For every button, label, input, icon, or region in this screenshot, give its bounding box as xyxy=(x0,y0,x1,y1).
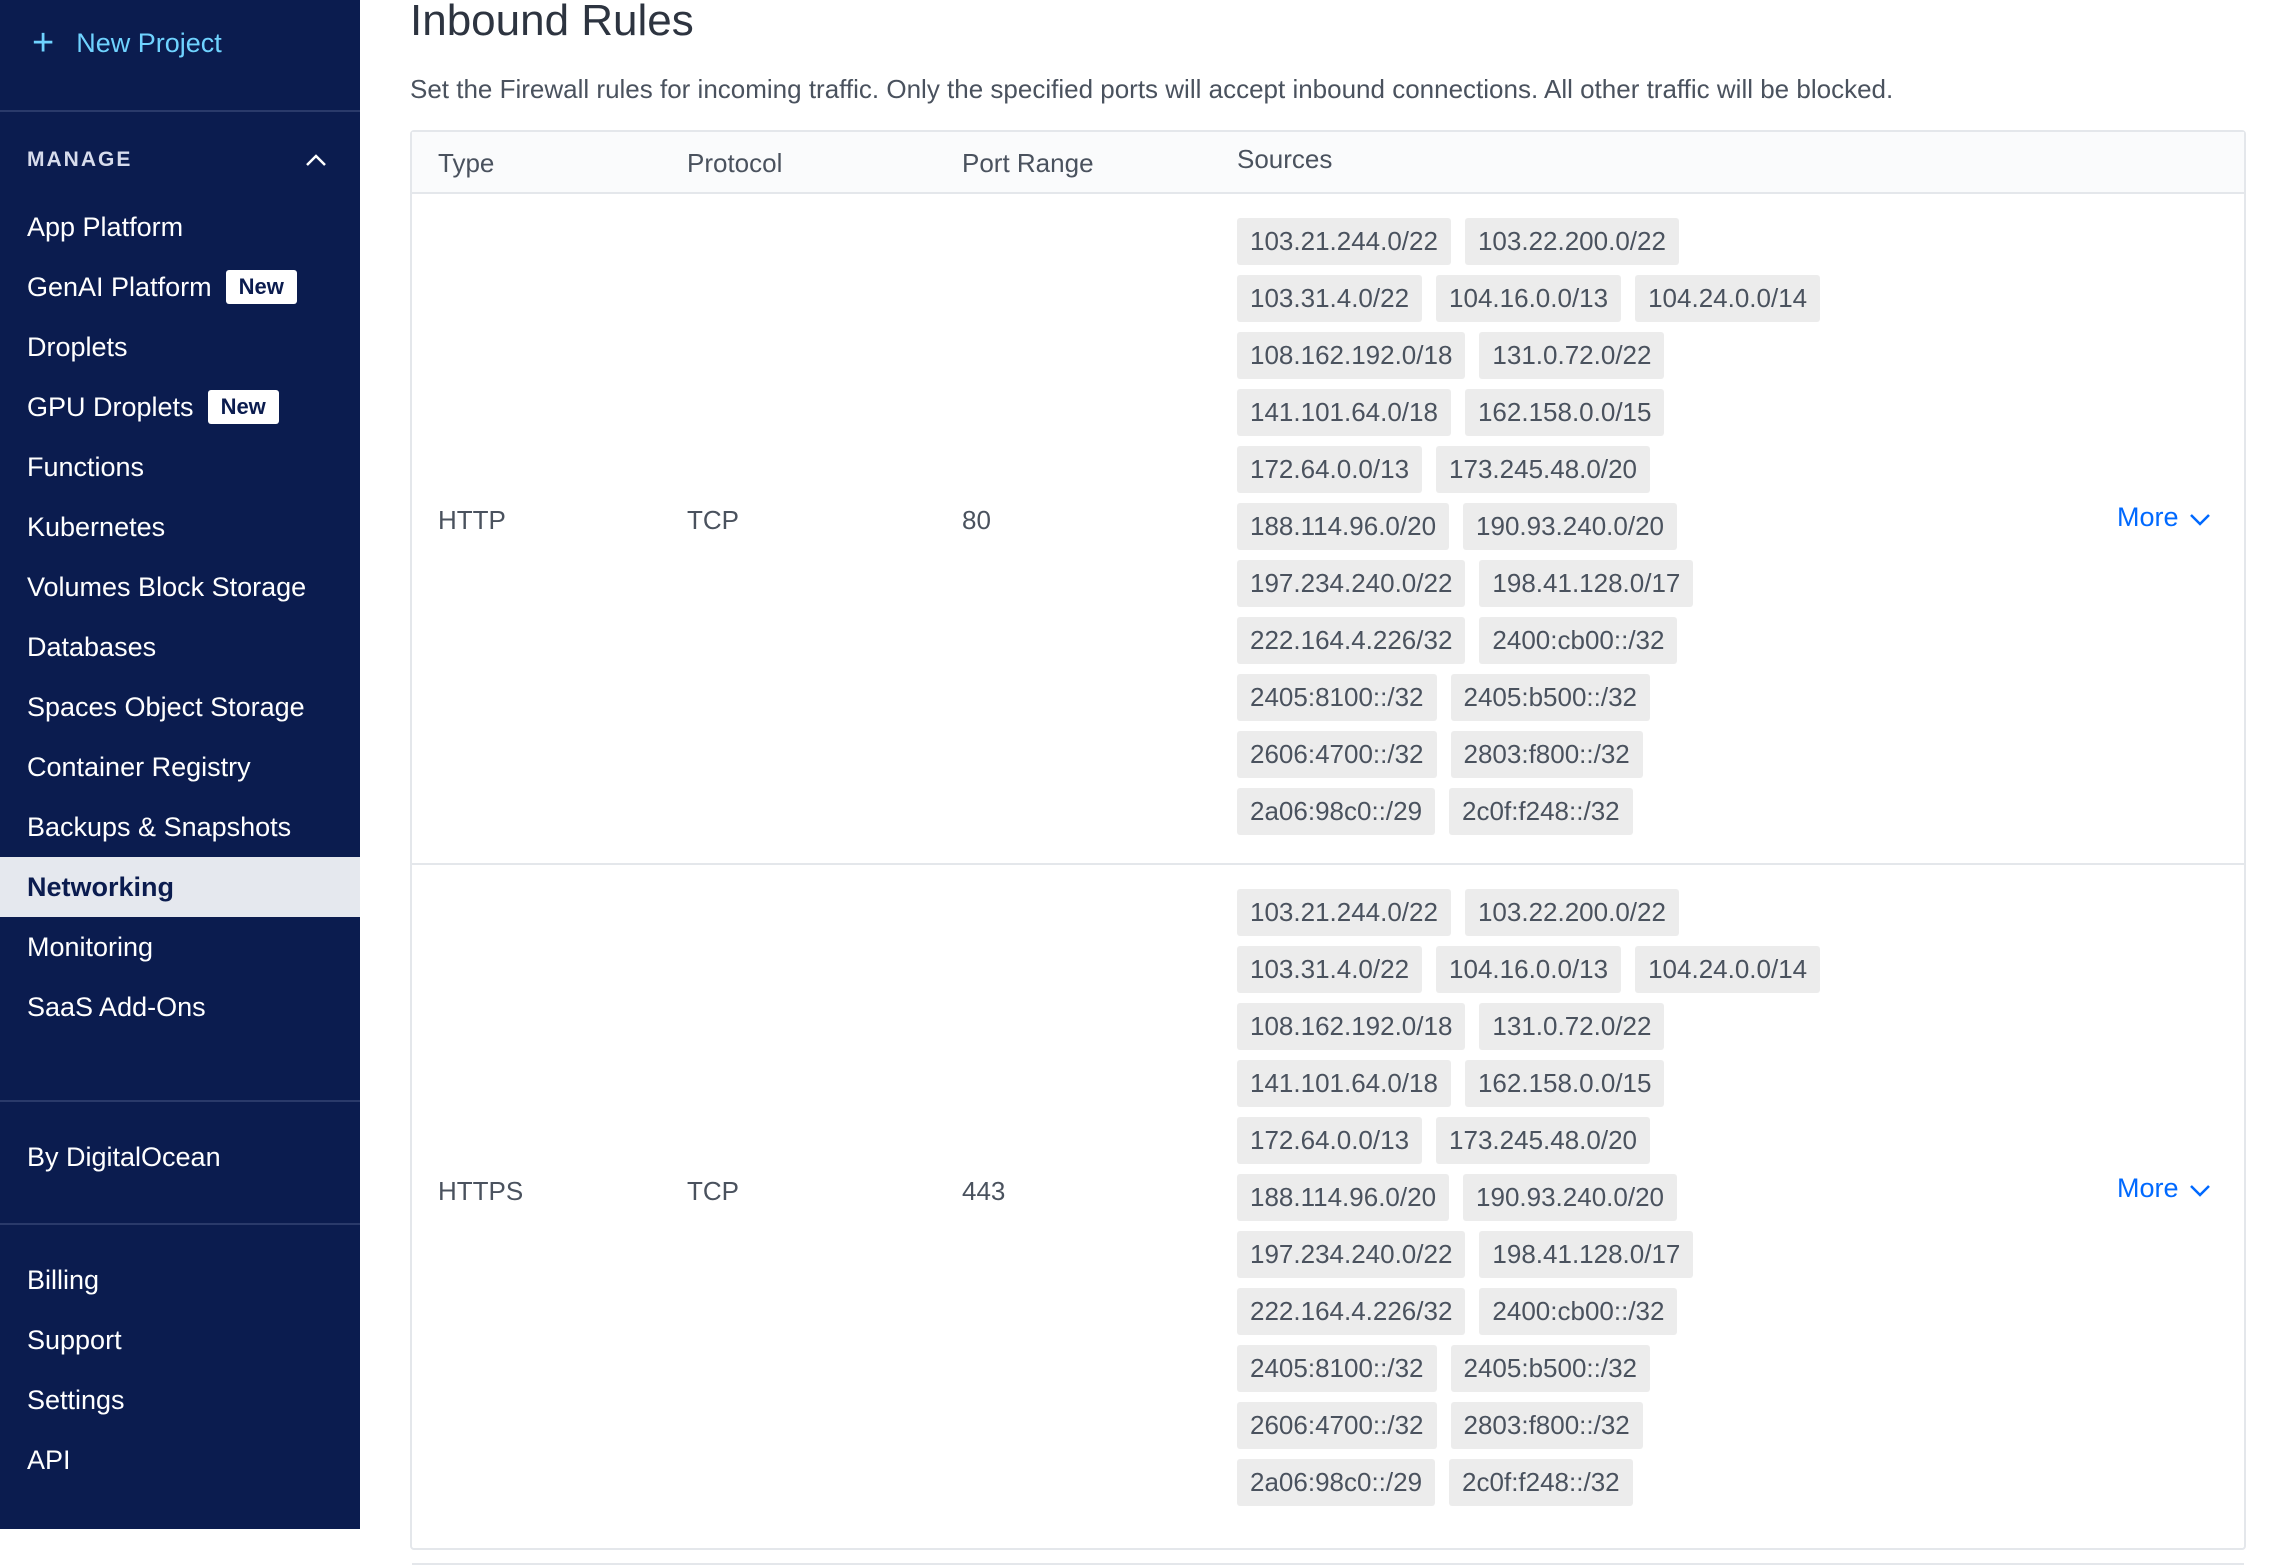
more-sources-button[interactable] xyxy=(2117,1173,2211,1204)
sources-line xyxy=(1237,503,1857,560)
source-tag: 2405:b500::/32 xyxy=(1451,1345,1651,1392)
sidebar-item-saas-add-ons[interactable] xyxy=(0,977,360,1037)
sidebar-item-label: GPU Droplets xyxy=(27,391,194,422)
source-tag: 104.24.0.0/14 xyxy=(1635,946,1820,993)
sources-line xyxy=(1237,1288,1857,1345)
sidebar-item-label: Functions xyxy=(27,451,145,482)
more-label: More xyxy=(2117,1173,2179,1203)
source-tag: 131.0.72.0/22 xyxy=(1479,1003,1664,1050)
column-header-sources: Sources xyxy=(1237,144,1333,174)
source-tag: 103.21.244.0/22 xyxy=(1237,889,1451,936)
page-title: Inbound Rules xyxy=(410,0,694,45)
source-tag: 108.162.192.0/18 xyxy=(1237,332,1465,379)
source-tag: 2606:4700::/32 xyxy=(1237,731,1437,778)
source-tag: 103.31.4.0/22 xyxy=(1237,275,1422,322)
source-tag: 103.21.244.0/22 xyxy=(1237,218,1451,265)
source-tag: 2405:8100::/32 xyxy=(1237,674,1437,721)
sources-line xyxy=(1237,1231,1857,1288)
source-tag: 2405:b500::/32 xyxy=(1451,674,1651,721)
more-sources-button[interactable] xyxy=(2117,502,2211,533)
source-tag: 222.164.4.226/32 xyxy=(1237,617,1465,664)
sidebar-item-label: SaaS Add-Ons xyxy=(27,991,206,1022)
sidebar-item-api[interactable] xyxy=(0,1430,360,1490)
sidebar-item-kubernetes[interactable] xyxy=(0,497,360,557)
rule-type-cell: HTTP xyxy=(438,505,506,535)
source-tag: 2a06:98c0::/29 xyxy=(1237,788,1435,835)
sources-line xyxy=(1237,1117,1857,1174)
column-header-port-range: Port Range xyxy=(962,148,1094,178)
source-tag: 222.164.4.226/32 xyxy=(1237,1288,1465,1335)
inbound-rules-table xyxy=(410,130,2246,1550)
source-tag: 141.101.64.0/18 xyxy=(1237,389,1451,436)
sources-line xyxy=(1237,1402,1857,1459)
sidebar-item-label: Billing xyxy=(27,1264,100,1295)
sources-list xyxy=(1237,218,1857,845)
sidebar-item-support[interactable] xyxy=(0,1310,360,1370)
sidebar-item-label: Container Registry xyxy=(27,751,251,782)
sidebar-item-label: Support xyxy=(27,1324,122,1355)
source-tag: 188.114.96.0/20 xyxy=(1237,1174,1449,1221)
rule-port-range-cell: 443 xyxy=(962,1176,1006,1206)
manage-section-label: MANAGE xyxy=(27,148,133,171)
sidebar-item-label: Backups & Snapshots xyxy=(27,811,292,842)
sidebar-item-settings[interactable] xyxy=(0,1370,360,1430)
source-tag: 2606:4700::/32 xyxy=(1237,1402,1437,1449)
source-tag: 2c0f:f248::/32 xyxy=(1449,788,1633,835)
sidebar-divider xyxy=(0,1223,360,1225)
source-tag: 190.93.240.0/20 xyxy=(1463,1174,1677,1221)
sidebar-item-label: Settings xyxy=(27,1384,125,1415)
source-tag: 104.16.0.0/13 xyxy=(1436,946,1621,993)
sidebar-item-label: API xyxy=(27,1444,71,1475)
source-tag: 172.64.0.0/13 xyxy=(1237,1117,1422,1164)
source-tag: 2a06:98c0::/29 xyxy=(1237,1459,1435,1506)
sources-line xyxy=(1237,788,1857,845)
sidebar-item-monitoring[interactable] xyxy=(0,917,360,977)
chevron-down-icon xyxy=(2189,1173,2211,1204)
sidebar-item-app-platform[interactable] xyxy=(0,197,360,257)
sources-line xyxy=(1237,218,1857,275)
source-tag: 103.22.200.0/22 xyxy=(1465,218,1679,265)
source-tag: 2803:f800::/32 xyxy=(1451,731,1643,778)
by-digitalocean-label: By DigitalOcean xyxy=(27,1141,221,1172)
sources-line xyxy=(1237,889,1857,946)
source-tag: 198.41.128.0/17 xyxy=(1479,1231,1693,1278)
source-tag: 141.101.64.0/18 xyxy=(1237,1060,1451,1107)
sidebar-item-label: Monitoring xyxy=(27,931,154,962)
chevron-down-icon xyxy=(2189,502,2211,533)
sources-line xyxy=(1237,560,1857,617)
source-tag: 104.16.0.0/13 xyxy=(1436,275,1621,322)
sidebar-item-functions[interactable] xyxy=(0,437,360,497)
sources-line xyxy=(1237,389,1857,446)
source-tag: 103.31.4.0/22 xyxy=(1237,946,1422,993)
sources-list xyxy=(1237,889,1857,1516)
sidebar-item-genai-platform[interactable] xyxy=(0,257,360,317)
sidebar-divider xyxy=(0,110,360,112)
source-tag: 162.158.0.0/15 xyxy=(1465,1060,1665,1107)
source-tag: 103.22.200.0/22 xyxy=(1465,889,1679,936)
source-tag: 190.93.240.0/20 xyxy=(1463,503,1677,550)
sidebar-item-backups-snapshots[interactable] xyxy=(0,797,360,857)
source-tag: 172.64.0.0/13 xyxy=(1237,446,1422,493)
sidebar-item-volumes-block-storage[interactable] xyxy=(0,557,360,617)
source-tag: 162.158.0.0/15 xyxy=(1465,389,1665,436)
source-tag: 2405:8100::/32 xyxy=(1237,1345,1437,1392)
table-row xyxy=(412,192,2244,865)
sidebar-item-label: Droplets xyxy=(27,331,128,362)
source-tag: 173.245.48.0/20 xyxy=(1436,446,1650,493)
sidebar-item-billing[interactable] xyxy=(0,1250,360,1310)
column-header-type: Type xyxy=(438,148,495,178)
sidebar-item-networking[interactable] xyxy=(0,857,360,917)
rule-type-cell: HTTPS xyxy=(438,1176,524,1206)
sources-line xyxy=(1237,1003,1857,1060)
source-tag: 2400:cb00::/32 xyxy=(1479,617,1677,664)
sidebar-item-container-registry[interactable] xyxy=(0,737,360,797)
rule-protocol-cell: TCP xyxy=(687,505,739,535)
sidebar-item-droplets[interactable] xyxy=(0,317,360,377)
sources-line xyxy=(1237,946,1857,1003)
source-tag: 2803:f800::/32 xyxy=(1451,1402,1643,1449)
new-project-label: New Project xyxy=(76,27,222,58)
sidebar-item-databases[interactable] xyxy=(0,617,360,677)
sources-line xyxy=(1237,1060,1857,1117)
rule-port-range-cell: 80 xyxy=(962,505,991,535)
table-row xyxy=(412,863,2244,1565)
source-tag: 131.0.72.0/22 xyxy=(1479,332,1664,379)
sources-line xyxy=(1237,1345,1857,1402)
source-tag: 173.245.48.0/20 xyxy=(1436,1117,1650,1164)
sources-line xyxy=(1237,1174,1857,1231)
sidebar-item-label: Networking xyxy=(27,871,175,902)
sidebar-item-label: Volumes Block Storage xyxy=(27,571,307,602)
page-description: Set the Firewall rules for incoming traffic. Only the specified ports will accept inbound connections. All other traffic will be blocked. xyxy=(410,74,1894,104)
sidebar-divider xyxy=(0,1100,360,1102)
sources-line xyxy=(1237,332,1857,389)
sidebar-item-label: Spaces Object Storage xyxy=(27,691,305,722)
more-label: More xyxy=(2117,502,2179,532)
table-header xyxy=(412,132,2244,194)
sources-line xyxy=(1237,617,1857,674)
sidebar-item-label: Kubernetes xyxy=(27,511,166,542)
new-project-button[interactable] xyxy=(32,20,222,66)
sidebar-item-label: Databases xyxy=(27,631,157,662)
source-tag: 2400:cb00::/32 xyxy=(1479,1288,1677,1335)
plus-icon: + xyxy=(32,22,55,64)
source-tag: 197.234.240.0/22 xyxy=(1237,1231,1465,1278)
sources-line xyxy=(1237,674,1857,731)
sidebar-item-spaces-object-storage[interactable] xyxy=(0,677,360,737)
sidebar-item-gpu-droplets[interactable] xyxy=(0,377,360,437)
source-tag: 2c0f:f248::/32 xyxy=(1449,1459,1633,1506)
manage-section-toggle[interactable] xyxy=(27,140,327,180)
sources-line xyxy=(1237,446,1857,503)
source-tag: 108.162.192.0/18 xyxy=(1237,1003,1465,1050)
sidebar xyxy=(0,0,360,1529)
by-digitalocean-link[interactable] xyxy=(0,1127,360,1187)
rule-protocol-cell: TCP xyxy=(687,1176,739,1206)
new-badge: New xyxy=(226,270,297,304)
sources-line xyxy=(1237,1459,1857,1516)
source-tag: 198.41.128.0/17 xyxy=(1479,560,1693,607)
column-header-protocol: Protocol xyxy=(687,148,783,178)
source-tag: 197.234.240.0/22 xyxy=(1237,560,1465,607)
sources-line xyxy=(1237,275,1857,332)
sidebar-item-label: GenAI Platform xyxy=(27,271,212,302)
sidebar-item-label: App Platform xyxy=(27,211,184,242)
sources-line xyxy=(1237,731,1857,788)
source-tag: 104.24.0.0/14 xyxy=(1635,275,1820,322)
source-tag: 188.114.96.0/20 xyxy=(1237,503,1449,550)
new-badge: New xyxy=(208,390,279,424)
chevron-up-icon xyxy=(305,153,327,167)
